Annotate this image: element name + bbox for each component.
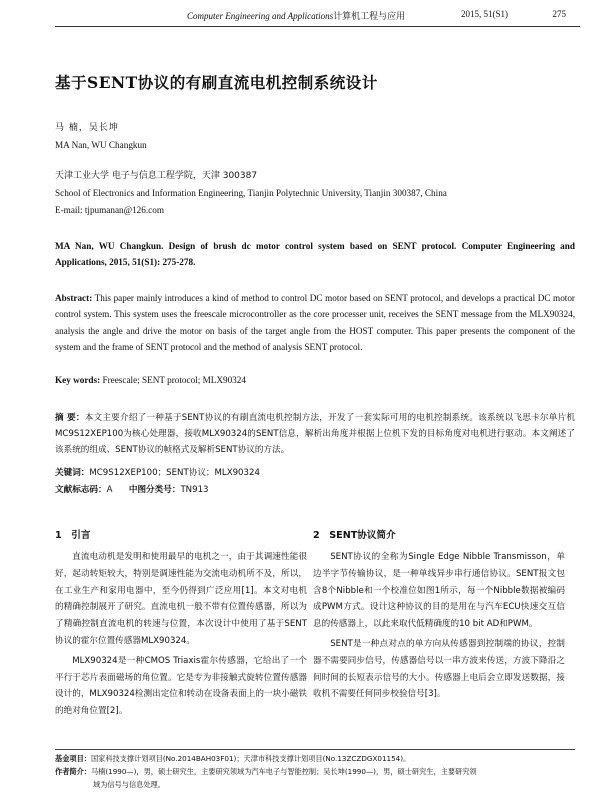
classification [55, 482, 575, 498]
keywords-en [55, 372, 575, 388]
email: E-mail: tjpumanan@126.com [55, 205, 164, 215]
abstract-cn [55, 410, 575, 458]
fund-label: 基金项目： [55, 754, 91, 763]
fund-text: 国家科技支撑计划项目(No.2014BAH03F01)；天津市科技支撑计划项目(No.13ZCZDGX01154)。 [90, 754, 411, 763]
paragraph: SENT是一种点对点的单方向从传感器到控制端的协议，控制器不需要同步信号，传感器信号以一串方波来传送，方波下降沿之间时间的长短表示信号的大小。传感器上电后会立即发送数据，接收机不需要任何同步校验信号[3]。 [313, 638, 565, 700]
section-2-heading: 2 SENT协议简介 [313, 530, 396, 541]
section-1-heading: 1 引言 [55, 530, 91, 541]
author-bio-cont: 域为信号与信息处理。 [93, 780, 165, 789]
paragraph: 直流电动机是发明和使用最早的电机之一，由于其调速性能很好，起动转矩较大，特别是调速性能为交流电动机所不及，所以，在工业生产和家用电器中，至今仍得到广泛应用[1]。本文对电机的精确控制展开了研究。直流电机一般不带有位置传感器，所以为了精确控制直流电机的转速与位置，本次设计中使用了基于SENT协议的霍尔位置传感器MLX90324。 [55, 552, 307, 646]
column-right [313, 549, 565, 703]
paper-title: 基于SENT协议的有刷直流电机控制系统设计 [55, 73, 378, 92]
footnote-divider [55, 749, 575, 750]
column-left [55, 549, 307, 720]
running-header [55, 4, 580, 27]
abstract-cn-text: 本文主要介绍了一种基于SENT协议的有刷直流电机控制方法，开发了一套实际可用的电机控制系统。该系统以飞思卡尔单片机MC9S12XEP100为核心处理器，接收MLX90324的SENT信息，解析出角度并根据上位机下发的目标角度对电机进行驱动。本文阐述了该系统的组成、SENT协议的帧格式及解析SENT协议的方法。 [55, 413, 575, 455]
keywords-en-label: Key words: [55, 375, 101, 385]
bio-label: 作者简介： [55, 767, 91, 776]
keywords-cn-label: 关键词： [55, 468, 90, 478]
abstract-en-text: This paper mainly introduces a kind of method to control DC motor based on SENT protocol, and develops a practical DC motor control system. This system uses the freescale microcontroller as the core processer unit, receives the SENT message from the MLX90324, analysis the angle and drive the motor on basis of the target angle from the HOST computer. This paper presents the component of the system and the frame of SENT protocol and the method of analysis SENT protocol. [55, 293, 575, 352]
doc-code-label: 文献标志码： [55, 485, 107, 495]
clc-code: TN913 [180, 485, 209, 495]
fund-note [55, 752, 585, 765]
clc-label: 中图分类号： [128, 485, 181, 495]
volume-info: 2015, 51(S1) [461, 9, 508, 19]
journal-name: Computer Engineering and Applications计算机工程与应用 [187, 11, 406, 21]
abstract-en [55, 290, 575, 355]
page-number: 275 [552, 9, 566, 19]
keywords-en-text: Freescale; SENT protocol; MLX90324 [102, 375, 246, 385]
keywords-cn-text: MC9S12XEP100；SENT协议；MLX90324 [89, 468, 260, 478]
authors-cn: 马 楠，吴长坤 [55, 123, 119, 133]
affiliation-cn: 天津工业大学 电子与信息工程学院，天津 300387 [55, 171, 258, 181]
abstract-cn-label: 摘 要： [55, 413, 85, 423]
bio-text-1: 马楠(1990—)，男，硕士研究生，主要研究领域为汽车电子与智能控制；吴长坤(1990—)，男，硕士研究生，主要研究领 [90, 767, 477, 776]
authors-en: MA Nan, WU Changkun [55, 140, 147, 150]
abstract-en-label: Abstract: [55, 293, 93, 303]
keywords-cn [55, 465, 575, 481]
citation: MA Nan, WU Changkun. Design of brush dc motor control system based on SENT protocol. Computer Engineering and Applications, 2015, 51(S1): 275-278. [55, 241, 575, 268]
footnote [55, 752, 585, 791]
paragraph: SENT协议的全称为Single Edge Nibble Transmisson，单边半字节传输协议，是一种单线异步串行通信协议。SENT报文包含8个Nibble和一个校准位如图1所示，每一个Nibble数据被编码成PWM方式。设计这种协议的目的是用在与汽车ECU快速交互信息的传感器上，以此来取代低精确度的10 bit AD和PWM。 [313, 552, 565, 630]
paragraph: MLX90324是一种CMOS Triaxis霍尔传感器，它给出了一个平行于芯片表面磁场的角位置。它是专为非接触式旋转位置传感器设计的，MLX90324检测出定位和转动在设备表面上的一块小磁铁的绝对角位置[2]。 [55, 655, 307, 717]
author-bio [55, 765, 585, 778]
affiliation-en: School of Electronics and Information Engineering, Tianjin Polytechnic University, Tianjin 300387, China [55, 188, 447, 198]
doc-code: A [106, 485, 113, 495]
